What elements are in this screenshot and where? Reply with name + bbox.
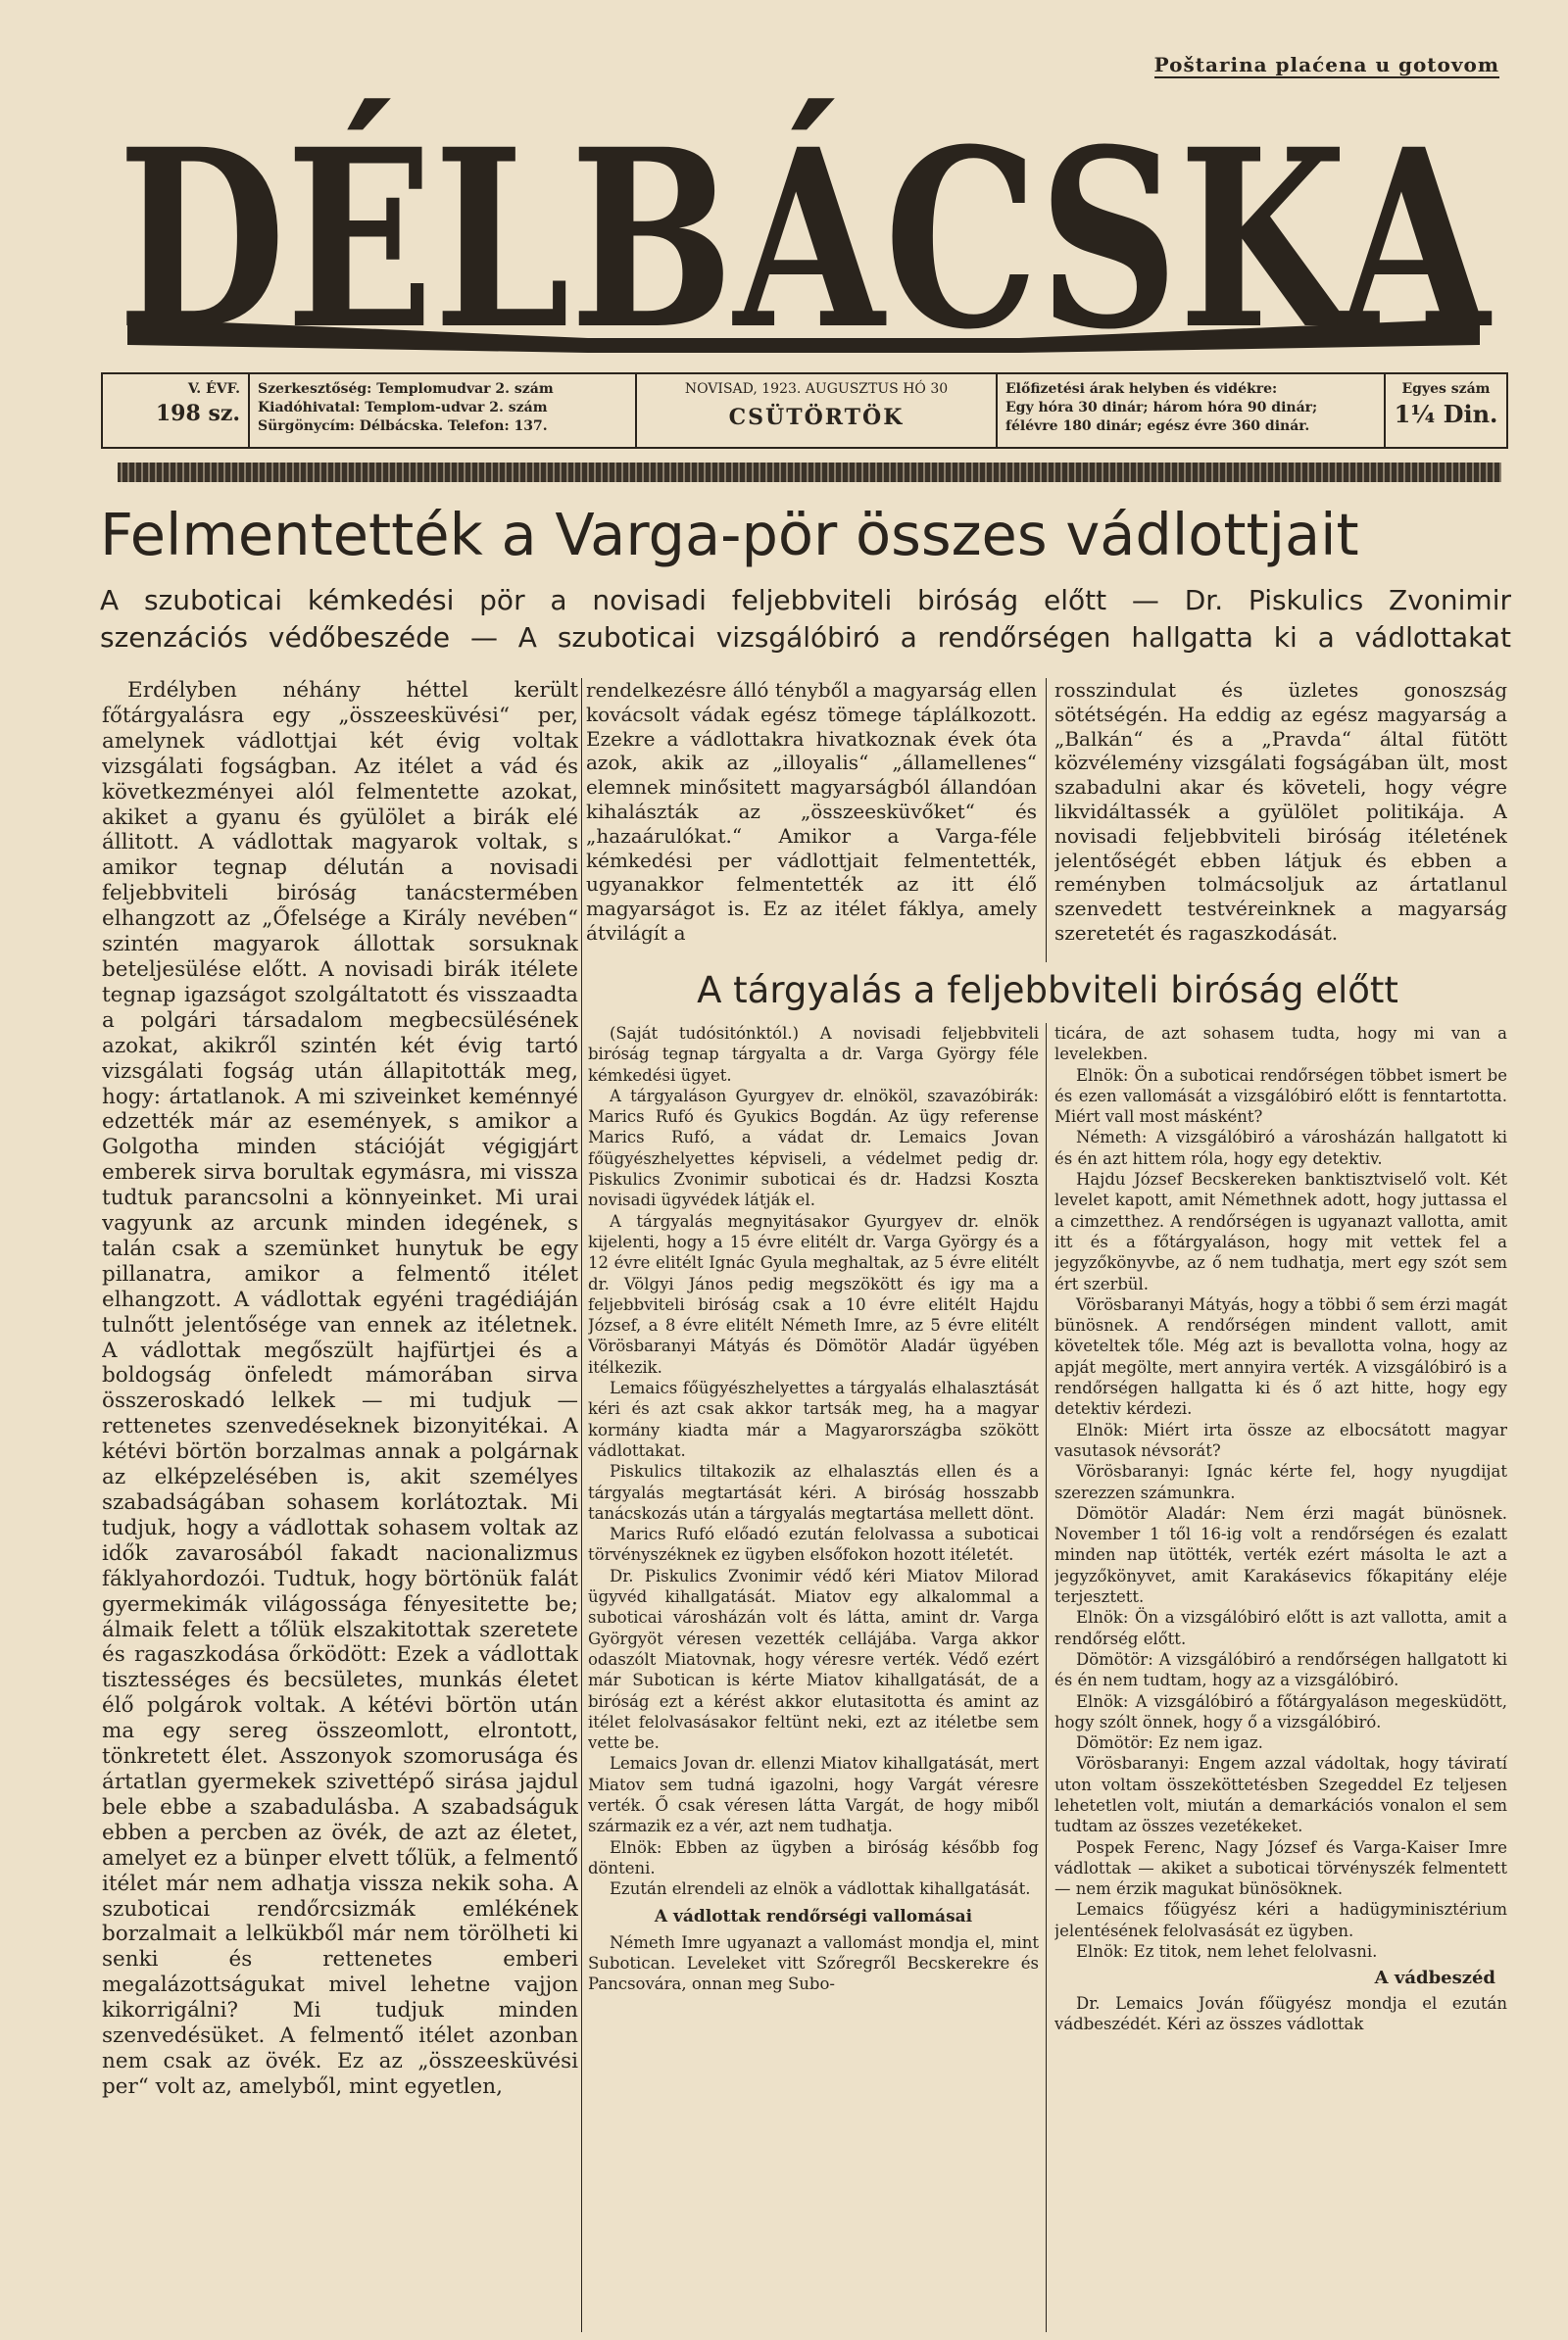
lead-article-paragraph: rendelkezésre álló tényből a magyarság ellen kovácsolt vádak egész tömege táplálkozott. Ezekre a vádlottakra hivatkoznak évek óta azok, akik az „illoyalis“ „államellenes“ elemnek minősitett magyarságból állandóan kihalászták az „összeesküvőket“ és „hazaárulókat.“ Amikor a Varga-féle kémkedési per vádlottjait felmentették, ugyanakkor felmentették az itt élő magyarságot is. Ez az itélet fáklya, amely átvilágít a bbox=[586, 678, 1037, 945]
report-paragraph: Ezután elrendeli az elnök a vádlottak kihallgatását. bbox=[610, 1879, 1031, 1899]
report-paragraph: Marics Rufó előadó ezután felolvassa a suboticai törvényszéknek ez ügyben elsőfokon hozott itéletét. bbox=[588, 1525, 1039, 1565]
report-paragraph: Piskulics tiltakozik az elhalasztás ellen és a tárgyalás megtartását kéri. A biróság hosszabb tanácskozás után a tárgyalás megtartása mellett dönt. bbox=[588, 1462, 1039, 1523]
issue-date: NOVISAD, 1923. AUGUSZTUS HÓ 30 bbox=[684, 381, 949, 397]
price-box bbox=[1386, 374, 1506, 447]
report-paragraph: Elnök: Ez titok, nem lehet felolvasni. bbox=[1076, 1942, 1378, 1962]
report-paragraph: Pospek Ferenc, Nagy József és Varga-Kaiser Imre vádlottak — akiket a suboticai törvényszék felmentett — nem érzik magukat bünösöknek. bbox=[1054, 1837, 1507, 1899]
column-divider bbox=[1046, 678, 1047, 962]
confessions-subheading: A vádlottak rendőrségi vallomásai bbox=[654, 1907, 973, 1927]
report-column-1 bbox=[588, 1023, 1039, 2332]
prosecution-subheading: A vádbeszéd bbox=[1374, 1968, 1495, 1989]
main-headline: Felmentették a Varga-pör összes vádlottjait bbox=[100, 501, 1359, 568]
sub-headline-line-2: szenzációs védőbeszéde — A szuboticai vizsgálóbiró a rendőrségen hallgatta ki a vádlottakat bbox=[100, 621, 1511, 654]
column-divider bbox=[581, 678, 582, 2332]
report-paragraph: Dömötör: Ez nem igaz. bbox=[1076, 1733, 1263, 1753]
report-paragraph: Vörösbaranyi: Ignác kérte fel, hogy nyugdijat szerezzen számunkra. bbox=[1054, 1462, 1507, 1502]
report-paragraph: Dr. Lemaics Jován főügyész mondja el ezután vádbeszédét. Kéri az összes vádlottak bbox=[1054, 1993, 1507, 2033]
single-copy-price: 1¼ Din. bbox=[1394, 400, 1498, 428]
subscription-line-3: félévre 180 dinár; egész évre 360 dinár. bbox=[1005, 418, 1310, 434]
report-paragraph: ticára, de azt sohasem tudta, hogy mi van a levelekben. bbox=[1054, 1024, 1507, 1064]
report-paragraph: Elnök: Ön a vizsgálóbiró előtt is azt vallotta, amit a rendőrség előtt. bbox=[1054, 1608, 1507, 1648]
editorial-address: Szerkesztőség: Templomudvar 2. szám bbox=[258, 381, 554, 397]
report-paragraph: Lemaics főügyészhelyettes a tárgyalás elhalasztását kéri és azt csak akkor tartsák meg, ha a magyar kormány kiadta már a Magyarországba szökött vádlottakat. bbox=[588, 1379, 1039, 1460]
report-paragraph: Elnök: Ebben az ügyben a biróság később fog dönteni. bbox=[588, 1837, 1039, 1877]
report-paragraph: Dömötör Aladár: Nem érzi magát bünösnek. November 1 től 16-ig volt a rendőrségen és ezalatt minden nap ütötték, verték ezért másolta le azt a jegyzőkönyvet, amit Karakásevics főkapitány eléje terjesztett. bbox=[1054, 1503, 1507, 1607]
report-column-2 bbox=[1054, 1023, 1507, 2332]
report-paragraph: Elnök: Miért irta össze az elbocsátott magyar vasutasok névsorát? bbox=[1054, 1420, 1507, 1460]
report-paragraph: A tárgyalás megnyitásakor Gyurgyev dr. elnök kijelenti, hogy a 15 évre elitélt dr. Varga György és a 12 évre elitélt Ignác Gyula meghaltak, az 5 évre elitélt dr. Völgyi János pedig megszökött és igy ma a feljebbviteli biróság csak a 10 évre elitélt Hajdu József, a 8 évre elitélt Németh Imre, az 5 évre elitélt Vörösbaranyi Mátyás és Dömötör Aladár ügyében itélkezik. bbox=[588, 1211, 1039, 1377]
lead-article-paragraph: Erdélyben néhány héttel került főtárgyalásra egy „összeesküvési“ per, amelynek vádlottjai két évig voltak vizsgálati fogságban. Az itélet a vád és következményei alól felmentette azokat, akiket a gyanu és gyülölet a birák elé állitott. A vádlottak magyarok voltak, s amikor tegnap délután a novisadi feljebbviteli biróság tanácstermében elhangzott az „Őfelsége a Király nevében“ szintén magyarok állottak sorsuknak beteljesülése előtt. A novisadi birák itélete tegnap igazságot szolgáltatott és visszaadta a polgári társadalom megbecsülésének azokat, akikről szintén két évig tartó vizsgálati fogság után állapitották meg, hogy: ártatlanok. A mi sziveinket keménnyé edzették már az események, s amikor a Golgotha minden stációját végigjárt emberek sirva borultak egymásra, mi vissza tudtuk parancsolni a könnyeinket. Mi urai vagyunk az arcunk minden idegének, s talán csak a szemünket hunytuk be egy pillanatra, amikor a felmentő itélet elhangzott. A vádlottak egyéni tragédiáján tulnőtt jelentősége van ennek az itéletnek. A vádlottak megőszült hajfürtjei és a boldogság önfeledt mámorában sirva összeroskadó lelkek — mi tudjuk — rettenetes szenvedéseknek bizonyitékai. A kétévi börtön borzalmas annak a polgárnak az elképzelésében is, akit személyes szabadságában sohasem korlátoztak. Mi tudjuk, hogy a vádlottak sohasem voltak az idők zavarosából fakadt nacionalizmus fáklyahordozói. Tudtuk, hogy börtönük falát gyermekimák világossága fényesitette be; álmaik felett a tőlük elszakitottak szeretete és ragaszkodása őrködött: Ezek a vádlottak tisztességes és becsületes, munkás életet élő polgárok voltak. A kétévi börtön után ma egy sereg összeomlott, elrontott, tönkretett élet. Asszonyok szomorusága és ártatlan gyermekek szivettépő sirása jajdul bele ebbe a szabadulásba. A szabadságuk ebben a percben az övék, de azt az életet, amelyet ez a bünper elvett tőlük, a felmentő itélet már nem adhatja vissza nekik soha. A szuboticai rendőrcsizmák emlékének borzalmait a lelkükből már nem törölheti ki senki és rettenetes emberi megalázottságukat mivel lehetne vajjon kikorrigálni? Mi tudjuk minden szenvedésüket. A felmentő itélet azonban nem csak az övék. Ez az „összeesküvési per“ volt az, amelyből, mint egyetlen, bbox=[102, 678, 578, 2099]
volume-box bbox=[103, 374, 250, 447]
lead-article-paragraph: rosszindulat és üzletes gonoszság sötétségén. Ha eddig az egész magyarság a „Balkán“ és a „Pravda“ által fütött közvélemény vizsgálati fogságában ült, most szabadulni akar és követeli, hogy végre likvidáltassék a gyülölet politikája. A novisadi feljebbviteli biróság itéletének jelentőségét ebben látjuk és ebben a reményben tolmácsoljuk az ártatlanul szenvedett testvéreinknek a magyarság szeretetét és ragaszkodását. bbox=[1054, 678, 1507, 945]
report-paragraph: Dömötör: A vizsgálóbiró a rendőrségen hallgatott ki és én nem tudtam, hogy az a vizsgálóbiró. bbox=[1054, 1649, 1507, 1690]
report-paragraph: Dr. Piskulics Zvonimir védő kéri Miatov Milorad ügyvéd kihallgatását. Miatov egy alkalommal a suboticai városházán volt és látta, amint dr. Varga Györgyöt véresen vezették cellájába. Varga akkor odaszólt Miatovnak, hogy véresre verték. Védő ezért már Subotican is kérte Miatov kihallgatását, de a biróság ezt a kérést akkor elutasitotta és amint az itélet felolvasásakor feltünt neki, ezt az itéletbe sem vette be. bbox=[588, 1566, 1039, 1753]
report-paragraph: Németh: A vizsgálóbiró a városházán hallgatott ki és én azt hittem róla, hogy egy detektiv. bbox=[1054, 1128, 1507, 1168]
issue-number: 198 sz. bbox=[155, 401, 240, 426]
report-paragraph: Hajdu József Becskereken banktisztviselő volt. Két levelet kapott, amit Némethnek adott, hogy juttassa el a cimzetthez. A rendőrségen is ugyanazt vallotta, amit itt és a főtárgyaláson, hogy mit vettek fel a jegyzőkönyvbe, az ő nem tudhatja, mert egy szót sem ért szerbül. bbox=[1054, 1170, 1507, 1293]
lead-article-column-3 bbox=[1054, 678, 1507, 962]
date-box bbox=[637, 374, 998, 447]
column-divider bbox=[1046, 1023, 1047, 2332]
subscription-box bbox=[998, 374, 1386, 447]
report-paragraph: Vörösbaranyi: Engem azzal vádoltak, hogy táviratí uton voltam összeköttetésben Szegeddel Ez teljesen lehetetlen volt, miután a demarkációs vonalon el sem tudtam az összes vezetékeket. bbox=[1054, 1754, 1507, 1836]
report-paragraph: Elnök: A vizsgálóbiró a főtárgyaláson megesküdött, hogy szólt önnek, hogy ő a vizsgálóbiró. bbox=[1054, 1691, 1507, 1731]
lead-article-column-2 bbox=[586, 678, 1037, 962]
subscription-line-2: Egy hóra 30 dinár; három hóra 90 dinár; bbox=[1005, 400, 1318, 415]
lead-article-column-1 bbox=[102, 678, 578, 2332]
report-paragraph: Lemaics főügyész kéri a hadügyminisztérium jelentésének felolvasását ez ügyben. bbox=[1054, 1900, 1507, 1940]
decorative-rule bbox=[118, 463, 1501, 482]
subscription-line-1: Előfizetési árak helyben és vidékre: bbox=[1005, 381, 1278, 397]
office-box bbox=[250, 374, 637, 447]
telegram-address: Sürgönycím: Délbácska. Telefon: 137. bbox=[258, 418, 548, 434]
masthead-logo bbox=[98, 88, 1509, 353]
publishing-address: Kiadóhivatal: Templom-udvar 2. szám bbox=[258, 400, 548, 415]
report-paragraph: A tárgyaláson Gyurgyev dr. elnököl, szavazóbirák: Marics Rufó és Gyukics Bogdán. Az ügy referense Marics Rufó, a vádat dr. Lemaics Jovan főügyészhelyettes képviseli, a védelmet pedig dr. Piskulics Zvonimir suboticai és dr. Hadzsi Koszta novisadi ügyvédek látják el. bbox=[588, 1086, 1039, 1210]
volume-label: V. ÉVF. bbox=[187, 381, 240, 397]
masthead-title: DÉLBÁCSKA bbox=[118, 95, 1493, 353]
report-paragraph: Elnök: Ön a suboticai rendőrségen többet ismert be és ezen vallomását a vizsgálóbiró előtt is fenntartotta. Miért vall most másként? bbox=[1054, 1065, 1507, 1127]
single-copy-label: Egyes szám bbox=[1401, 381, 1491, 397]
report-paragraph: Németh Imre ugyanazt a vallomást mondja el, mint Subotican. Leveleket vitt Szőregről Becskerekre és Pancsovára, onnan meg Subo- bbox=[588, 1932, 1039, 1994]
report-paragraph: Vörösbaranyi Mátyás, hogy a többi ő sem érzi magát bünösnek. A rendőrségen mindent vallott, amit követeltek tőle. Még azt is bevallotta volna, hogy az apját megölte, mert annyira verték. A vizsgálóbiró is a rendőrségen hallgatta ki és ő azt hitte, hogy egy detektiv kérdezi. bbox=[1054, 1294, 1507, 1419]
postage-note: Poštarina plaćena u gotovom bbox=[1153, 53, 1499, 76]
weekday: CSÜTÖRTÖK bbox=[728, 405, 905, 430]
info-bar bbox=[101, 372, 1508, 449]
report-paragraph: Lemaics Jovan dr. ellenzi Miatov kihallgatását, mert Miatov sem tudná igazolni, hogy Vargát véresre verték. Ő csak véresen látta Vargát, de hogy miből származik ez a vér, azt nem tudhatja. bbox=[588, 1754, 1039, 1836]
sub-headline bbox=[100, 582, 1511, 657]
report-paragraph: (Saját tudósitónktól.) A novisadi feljebbviteli biróság tegnap tárgyalta a dr. Varga György féle kémkedési ügyet. bbox=[588, 1024, 1039, 1085]
section-headline: A tárgyalás a feljebbviteli biróság előtt bbox=[697, 969, 1398, 1011]
masthead bbox=[98, 88, 1509, 353]
sub-headline-line-1: A szuboticai kémkedési pör a novisadi feljebbviteli biróság előtt — Dr. Piskulics Zvonimir bbox=[100, 584, 1511, 616]
